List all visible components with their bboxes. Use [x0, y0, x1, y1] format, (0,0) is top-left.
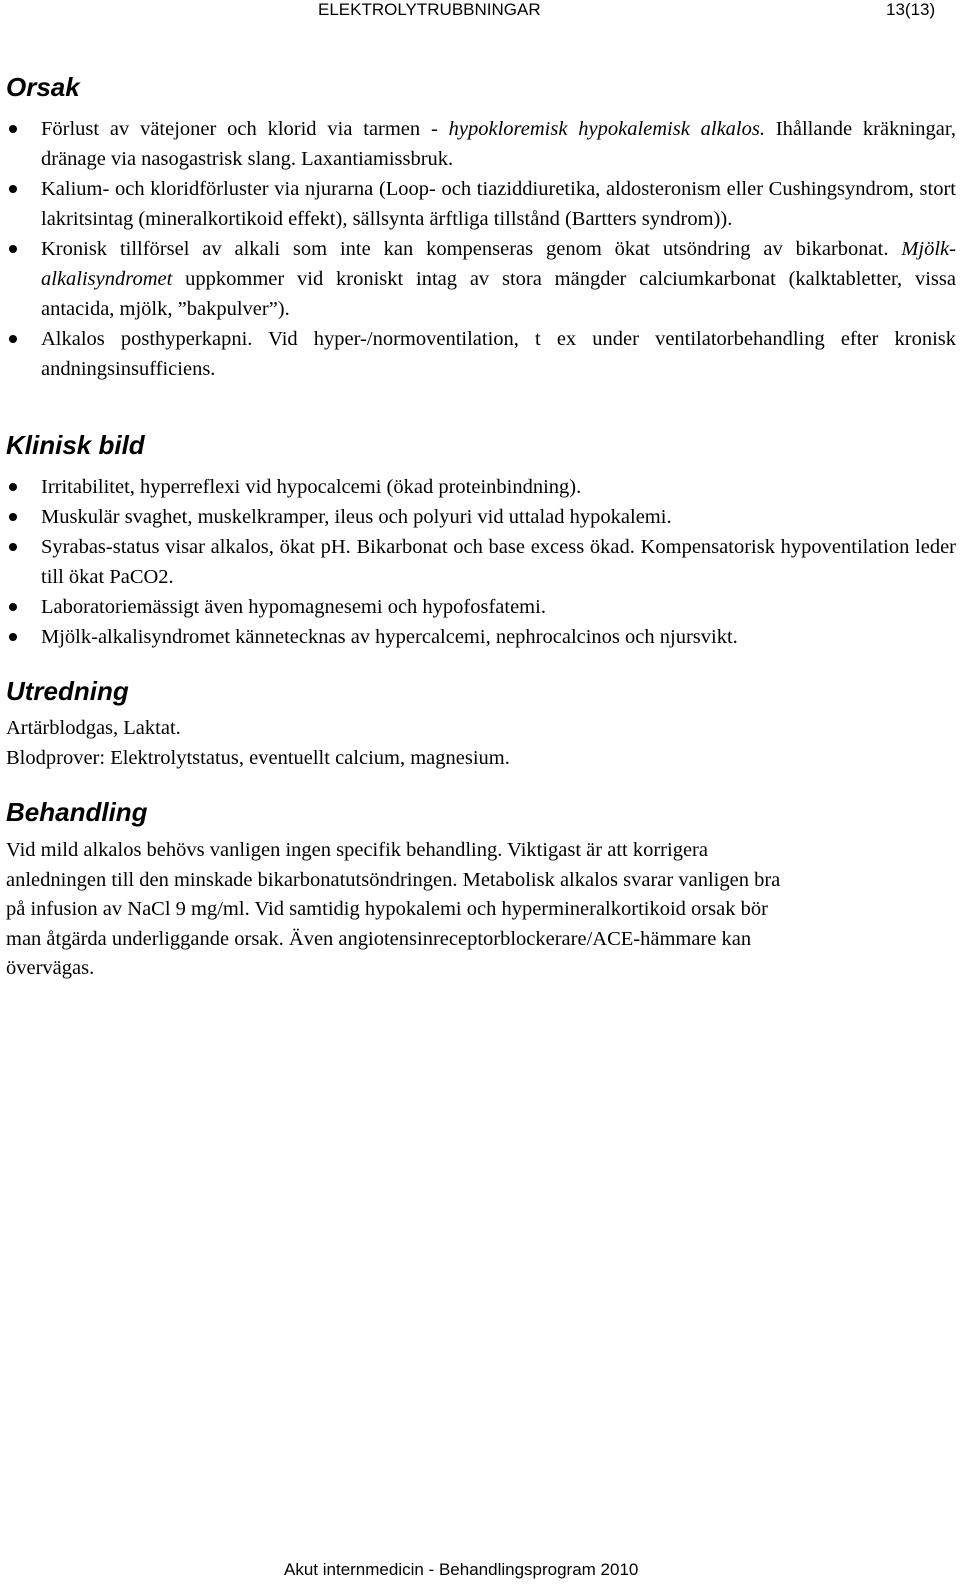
page-header	[0, 0, 960, 26]
header-page-number: 13(13)	[886, 0, 936, 19]
bullet-icon	[9, 335, 17, 343]
list-item-text: Kalium- och kloridförluster via njurarna (Loop- och tiaziddiuretika, aldosteronism eller Cushingsyndrom, stort lakritsintag (mineralkortikoid effekt), sällsynta ärftliga tillstånd (Bartters syndrom)).	[41, 178, 956, 230]
list-item	[0, 114, 960, 174]
bullet-icon	[9, 185, 17, 193]
list-item-italic: hypokloremisk hypokalemisk alkalos.	[448, 118, 765, 140]
section-heading-klinisk-bild: Klinisk bild	[6, 430, 145, 460]
list-item	[0, 532, 960, 592]
behandling-paragraph	[6, 836, 951, 984]
list-item	[0, 592, 960, 622]
list-item-text-after: uppkommer vid kroniskt intag av stora mängder calciumkarbonat (kalktabletter, vissa antacida, mjölk, ”bakpulver”).	[41, 268, 956, 320]
header-title: ELEKTROLYTRUBBNINGAR	[318, 0, 541, 19]
orsak-list	[0, 114, 960, 384]
bullet-icon	[9, 245, 17, 253]
behandling-line: anledningen till den minskade bikarbonatutsöndringen. Metabolisk alkalos svarar vanligen bra	[6, 868, 781, 891]
list-item-text: Laboratoriemässigt även hypomagnesemi och hypofosfatemi.	[41, 596, 546, 618]
list-item-text-after: Ihållande kräkningar, dränage via nasogastrisk slang. Laxantiamissbruk.	[41, 118, 956, 170]
section-heading-utredning: Utredning	[6, 676, 129, 706]
utredning-line: Artärblodgas, Laktat.	[6, 717, 181, 739]
bullet-icon	[9, 125, 17, 133]
list-item	[0, 234, 960, 324]
behandling-line: man åtgärda underliggande orsak. Även angiotensinreceptorblockerare/ACE-hämmare kan	[6, 927, 752, 950]
page-footer: Akut internmedicin - Behandlingsprogram 2010	[284, 1560, 639, 1579]
bullet-icon	[9, 513, 17, 521]
list-item	[0, 622, 960, 652]
behandling-line: på infusion av NaCl 9 mg/ml. Vid samtidig hypokalemi och hypermineralkortikoid orsak bör	[6, 898, 768, 920]
bullet-icon	[9, 603, 17, 611]
list-item	[0, 472, 960, 502]
bullet-icon	[9, 483, 17, 491]
list-item-text: Mjölk-alkalisyndromet kännetecknas av hypercalcemi, nephrocalcinos och njursvikt.	[41, 626, 738, 648]
klinisk-bild-list	[0, 472, 960, 652]
utredning-line: Blodprover: Elektrolytstatus, eventuellt calcium, magnesium.	[6, 746, 510, 769]
list-item-text: Förlust av vätejoner och klorid via tarmen -	[41, 118, 449, 140]
utredning-paragraph	[6, 714, 951, 773]
list-item-text: Irritabilitet, hyperreflexi vid hypocalcemi (ökad proteinbindning).	[41, 476, 582, 498]
list-item	[0, 502, 960, 532]
list-item-text: Kronisk tillförsel av alkali som inte kan kompenseras genom ökat utsöndring av bikarbonat.	[41, 238, 902, 260]
list-item	[0, 174, 960, 234]
list-item-text: Alkalos posthyperkapni. Vid hyper-/normoventilation, t ex under ventilatorbehandling efter kronisk andningsinsufficiens.	[41, 328, 956, 380]
list-item-text: Syrabas-status visar alkalos, ökat pH. Bikarbonat och base excess ökad. Kompensatorisk hypoventilation leder till ökat PaCO2.	[41, 536, 956, 588]
list-item	[0, 324, 960, 384]
section-heading-behandling: Behandling	[6, 797, 148, 827]
list-item-text: Muskulär svaghet, muskelkramper, ileus och polyuri vid uttalad hypokalemi.	[41, 506, 672, 528]
behandling-line: övervägas.	[6, 957, 95, 979]
section-heading-orsak: Orsak	[6, 72, 80, 102]
list-item-italic: Mjölk-alkalisyndromet	[41, 238, 956, 290]
behandling-line: Vid mild alkalos behövs vanligen ingen specifik behandling. Viktigast är att korrigera	[6, 839, 708, 861]
bullet-icon	[9, 543, 17, 551]
bullet-icon	[9, 633, 17, 641]
